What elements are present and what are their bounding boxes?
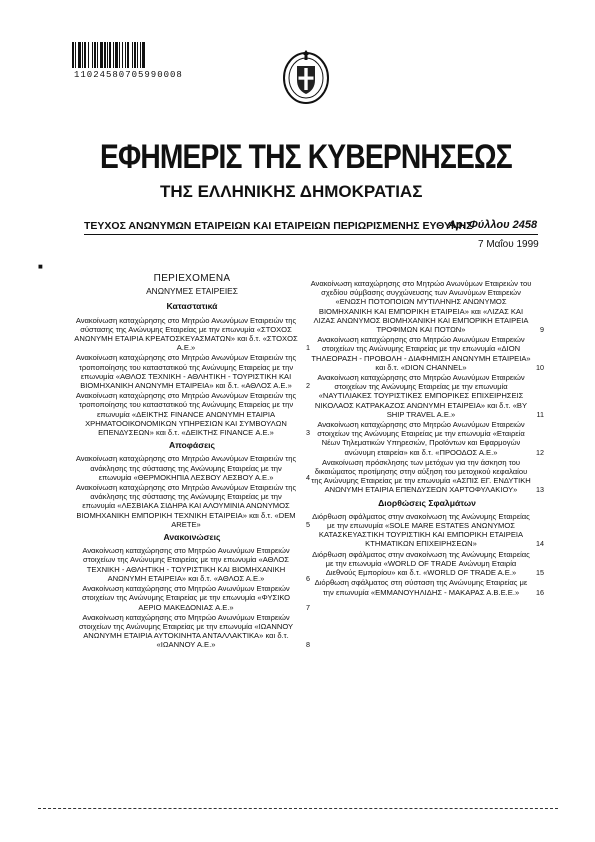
gazette-title: ΕΦΗΜΕΡΙΣ ΤΗΣ ΚΥΒΕΡΝΗΣΕΩΣ xyxy=(100,138,512,176)
entry-text: Ανακοίνωση καταχώρησης στο Μητρώο Ανωνύμων Εταιρειών της τροποποίησης του καταστατικού της Ανώνυμης Εταιρείας με την επωνυμία «ΔΕΙΚΤΗΣ FINANCE ΑΝΩΝΥΜΗ ΕΤΑΙΡΙΑ ΧΡΗΜΑΤΟΟΙΚΟΝΟΜΙΚΩΝ ΥΠΗΡΕΣΙΩΝ ΚΑΙ ΣΥΜΒΟΥΛΩΝ ΕΠΕΝΔΥΣΕΩΝ» και δ.τ. «ΔΕΙΚΤΗΣ FINANCE Α.Ε.» xyxy=(75,391,297,438)
entry-text: Ανακοίνωση καταχώρησης στο Μητρώο Ανωνύμων Εταιρειών στοιχείων της Ανώνυμης Εταιρείας με την επωνυμία «ΦΥΣΙΚΟ ΑΕΡΙΟ ΜΑΚΕΔΟΝΙΑΣ Α.Ε.» xyxy=(81,584,291,612)
entry-page-number: 8 xyxy=(306,640,310,650)
entry-text: Ανακοίνωση καταχώρησης στο Μητρώο Ανωνύμων Εταιρειών της τροποποίησης του καταστατικού της Ανώνυμης Εταιρείας με την επωνυμία «ΑΘΛΟΣ ΤΕΧΝΙΚΗ - ΑΘΛΗΤΙΚΗ - ΤΟΥΡΙΣΤΙΚΗ ΚΑΙ ΒΙΟΜΗΧΑΝΙΚΗ ΑΝΩΝΥΜΗ ΕΤΑΙΡΕΙΑ» και δ.τ. «ΑΘΛΟΣ Α.Ε.» xyxy=(75,353,297,391)
entry-text: Ανακοίνωση καταχώρησης στο Μητρώο Ανωνύμων Εταιρειών στοιχείων της Ανώνυμης Εταιρείας με την επωνυμία «ΙΩΑΝΝΟΥ ΑΝΩΝΥΜΗ ΕΤΑΙΡΙΑ ΑΥΤΟΚΙΝΗΤΑ ΑΝΤΑΛΛΑΚΤΙΚΑ» και δ.τ. «ΙΩΑΝΝΟΥ Α.Ε.» xyxy=(78,612,294,650)
contents-entry xyxy=(310,578,544,596)
entry-page-number: 10 xyxy=(536,362,544,372)
contents-right-column xyxy=(310,279,544,598)
section-heading: ΑΝΩΝΥΜΕΣ ΕΤΑΙΡΕΙΕΣ xyxy=(146,286,238,297)
contents-entry xyxy=(74,353,310,390)
contents-heading: ΠΕΡΙΕΧΟΜΕΝΑ xyxy=(153,273,231,284)
contents-entry xyxy=(310,458,544,495)
contents-entry xyxy=(310,279,544,334)
entry-text: Διόρθωση σφάλματος στη σύσταση της Ανώνυμης Εταιρείας με την επωνυμία «ΕΜΜΑΝΟΥΗΛΙΔΗΣ - ΜΑΚΑΡΑΣ Α.Β.Ε.Ε.» xyxy=(314,578,528,597)
contents-entry xyxy=(74,613,310,650)
contents-entry xyxy=(310,420,544,457)
barcode-number: 11024580705990008 xyxy=(74,70,183,80)
entry-page-number: 16 xyxy=(536,587,544,597)
footer-rule xyxy=(38,808,558,809)
entry-page-number: 1 xyxy=(306,343,310,353)
contents-entry xyxy=(310,373,544,419)
entry-text: Ανακοίνωση καταχώρησης στο Μητρώο Ανωνύμων Εταιρειών της σύστασης της Ανώνυμης Εταιρείας με την επωνυμία «ΣΤΟΧΟΣ ΑΝΩΝΥΜΗ ΕΤΑΙΡΙΑ ΚΡΕΑΤΟΣΚΕΥΑΣΜΑΤΩΝ» και δ.τ. «ΣΤΟΧΟΣ Α.Ε.» xyxy=(74,315,298,353)
entry-page-number: 7 xyxy=(306,602,310,612)
contents-left-column xyxy=(74,274,310,651)
entry-text: Διόρθωση σφάλματος στην ανακοίνωση της Ανώνυμης Εταιρείας με την επωνυμία «SOLE MARE ESTATES ΑΝΩΝΥΜΟΣ ΚΑΤΑΣΚΕΥΑΣΤΙΚΗ ΤΟΥΡΙΣΤΙΚΗ ΚΑΙ ΕΜΠΟΡΙΚΗ ΕΤΑΙΡΕΙΑ ΚΤΗΜΑΤΙΚΩΝ ΕΠΙΧΕΙΡΗΣΕΩΝ» xyxy=(312,511,530,549)
contents-entry xyxy=(74,454,310,482)
gazette-subtitle: ΤΗΣ ΕΛΛΗΝΙΚΗΣ ΔΗΜΟΚΡΑΤΙΑΣ xyxy=(160,182,423,201)
entry-text: Ανακοίνωση καταχώρησης στο Μητρώο Ανωνύμων Εταιρειών στοιχείων της Ανώνυμης Εταιρείας με την επωνυμία «ΔΙΟΝ ΤΗΛΕΟΡΑΣΗ - ΠΡΟΒΟΛΗ - ΔΙΑΦΗΜΙΣΗ ΑΝΩΝΥΜΗ ΕΤΑΙΡΕΙΑ» και δ.τ. «DION CHANNEL» xyxy=(311,335,531,372)
entry-page-number: 2 xyxy=(306,381,310,391)
contents-entry xyxy=(310,550,544,578)
entry-page-number: 12 xyxy=(536,447,544,457)
margin-mark: ■ xyxy=(38,262,43,271)
entry-page-number: 13 xyxy=(536,485,544,495)
entry-text: Ανακοίνωση καταχώρησης στο Μητρώο Ανωνύμων Εταιρειών της ανάκλησης της σύστασης της Ανώνυμης Εταιρείας με την επωνυμία «ΘΕΡΜΟΚΗΠΙΑ ΛΕΣΒΟΥ ΛΕΣΒΟΥ Α.Ε.» xyxy=(75,454,297,482)
entry-text: Διόρθωση σφάλματος στην ανακοίνωση της Ανώνυμης Εταιρείας με την επωνυμία «WORLD OF TRADE Ανώνυμη Εταιρία Διεθνούς Εμπορίου» και δ.τ. «WORLD OF TRADE A.E.» xyxy=(312,549,530,578)
entry-text: Ανακοίνωση καταχώρησης στο Μητρώο Ανωνύμων Εταιρειών στοιχείων της Ανώνυμης Εταιρείας με την επωνυμία «ΝΑΥΤΙΛΙΑΚΕΣ ΤΟΥΡΙΣΤΙΚΕΣ ΕΜΠΟΡΙΚΕΣ ΕΠΙΧΕΙΡΗΣΕΙΣ ΝΙΚΟΛΑΟΣ ΚΑΤΡΑΚΑΖΟΣ ΑΝΩΝΥΜΗ ΕΤΑΙΡΕΙΑ» και δ.τ. «BY SHIP TRAVEL A.E.» xyxy=(314,373,528,419)
subsection-heading: Καταστατικά xyxy=(166,301,218,312)
sheet-number: Αρ. Φύλλου 2458 xyxy=(448,219,538,231)
entry-page-number: 14 xyxy=(536,539,544,549)
contents-entry xyxy=(74,483,310,529)
contents-entry xyxy=(310,335,544,372)
contents-list-right xyxy=(310,279,544,597)
entry-text: Ανακοίνωση πρόσκλησης των μετόχων για την άσκηση του δικαιώματος προτίμησης στην αύξηση του μετοχικού κεφαλαίου της Ανώνυμης Εταιρείας με την επωνυμία «ΑΣΠΙΣ ΕΓ. ΕΝΔΥΤΙΚΗ ΑΝΩΝΥΜΗ ΕΤΑΙΡΙΑ ΕΠΕΝΔΥΣΕΩΝ ΧΑΡΤΟΦΥΛΑΚΙΟΥ» xyxy=(311,457,531,495)
contents-entry xyxy=(310,512,544,549)
entry-page-number: 11 xyxy=(536,409,544,419)
subsection-heading: Αποφάσεις xyxy=(168,440,216,451)
greek-coat-of-arms-icon xyxy=(281,44,331,106)
contents-entry xyxy=(74,391,310,437)
contents-entry xyxy=(74,584,310,612)
entry-page-number: 3 xyxy=(306,428,310,438)
entry-text: Ανακοίνωση καταχώρησης στο Μητρώο Ανωνύμων Εταιρειών στοιχείων της Ανώνυμης Εταιρείας με την επωνυμία «Εταιρεία Νέων Τηλεματικών Υπηρεσιών, Προϊόντων και Εφαρμογών ανώνυμη εταιρεία» και δ.τ. «ΠΡΟΟΔΟΣ Α.Ε.» xyxy=(317,420,525,457)
barcode xyxy=(72,42,208,68)
entry-page-number: 5 xyxy=(306,519,310,529)
contents-entry xyxy=(74,546,310,583)
issue-date: 7 Μαΐου 1999 xyxy=(478,239,539,250)
subsection-heading: Διορθώσεις Σφαλμάτων xyxy=(378,497,476,508)
entry-page-number: 15 xyxy=(536,568,544,578)
entry-text: Ανακοίνωση καταχώρησης στο Μητρώο Ανωνύμων Εταιρειών του σχεδίου σύμβασης συγχώνευσης των Ανωνύμων Εταιρειών «ΕΝΩΣΗ ΠΟΤΟΠΟΙΩΝ ΜΥΤΙΛΗΝΗΣ ΑΝΩΝΥΜΟΣ ΒΙΟΜΗΧΑΝΙΚΗ ΚΑΙ ΕΜΠΟΡΙΚΗ ΕΤΑΙΡΕΙΑ» και «ΛΙΖΑΣ ΚΑΙ ΛΙΖΑΣ ΑΝΩΝΥΜΟΣ ΒΙΟΜΗΧΑΝΙΚΗ ΚΑΙ ΕΜΠΟΡΙΚΗ ΕΤΑΙΡΕΙΑ ΤΡΟΦΙΜΩΝ ΚΑΙ ΠΟΤΩΝ» xyxy=(310,279,532,335)
entry-text: Ανακοίνωση καταχώρησης στο Μητρώο Ανωνύμων Εταιρειών της ανάκλησης της σύστασης της Ανώνυμης Εταιρείας με την επωνυμία «ΛΕΣΒΙΑΚΑ ΣΙΔΗΡΑ ΚΑΙ ΑΛΟΥΜΙΝΙΑ ΑΝΩΝΥΜΟΣ ΒΙΟΜΗΧΑΝΙΚΗ ΕΜΠΟΡΙΚΗ ΤΕΧΝΙΚΗ ΕΤΑΙΡΕΙΑ» και δ.τ. «DEM ARETE» xyxy=(75,483,297,529)
entry-page-number: 9 xyxy=(540,325,544,335)
subsection-heading: Ανακοινώσεις xyxy=(163,532,221,543)
issue-type: ΤΕΥΧΟΣ ΑΝΩΝΥΜΩΝ ΕΤΑΙΡΕΙΩΝ ΚΑΙ ΕΤΑΙΡΕΙΩΝ ΠΕΡΙΩΡΙΣΜΕΝΗΣ ΕΥΘΥΝΗΣ xyxy=(84,220,473,232)
entry-page-number: 6 xyxy=(306,573,310,583)
contents-entry xyxy=(74,316,310,353)
entry-page-number: 4 xyxy=(306,472,310,482)
contents-list-left xyxy=(74,302,310,649)
entry-text: Ανακοίνωση καταχώρησης στο Μητρώο Ανωνύμων Εταιρειών στοιχείων της Ανώνυμης Εταιρείας με την επωνυμία «ΑΘΛΟΣ ΤΕΧΝΙΚΗ - ΑΘΛΗΤΙΚΗ - ΤΟΥΡΙΣΤΙΚΗ ΚΑΙ ΒΙΟΜΗΧΑΝΙΚΗ ΑΝΩΝΥΜΗ ΕΤΑΙΡΕΙΑ» και δ.τ. «ΑΘΛΟΣ Α.Ε.» xyxy=(82,546,290,583)
header-rule xyxy=(84,234,538,235)
